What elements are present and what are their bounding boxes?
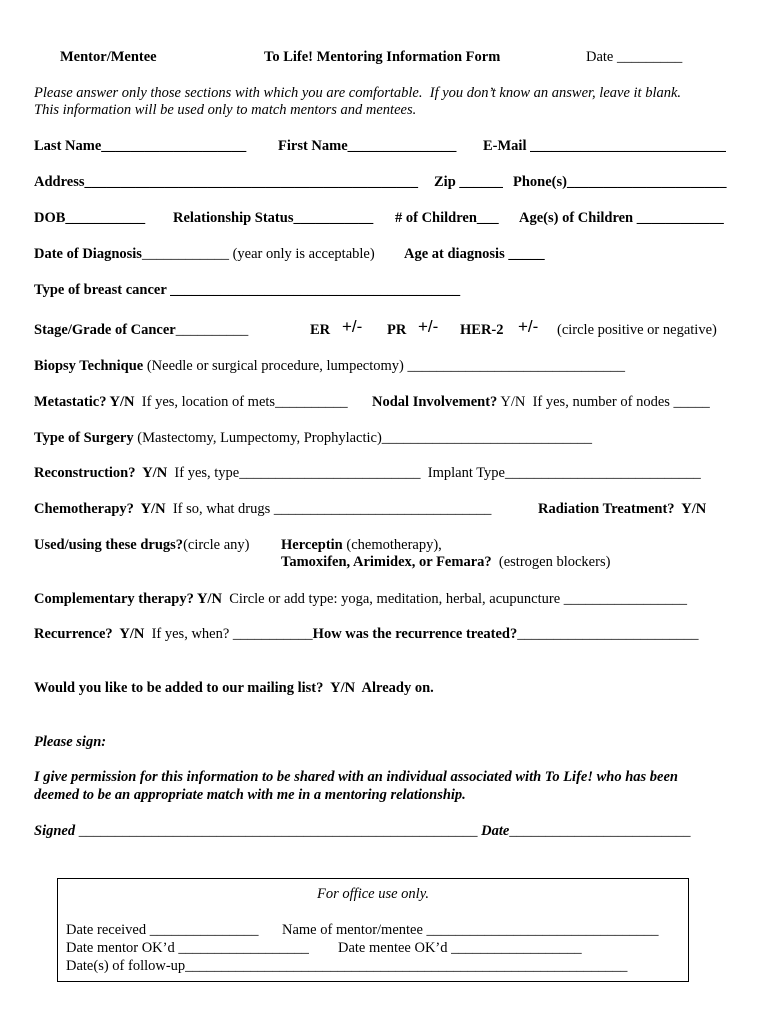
signature-date-field[interactable]: _________________________ [509,823,691,839]
herceptin-option[interactable] [281,536,442,554]
last-name-field[interactable]: Last Name____________________ [34,138,247,154]
relationship-field[interactable]: Relationship Status___________ [173,210,374,226]
phone-field[interactable]: Phone(s)______________________ [513,174,727,190]
mentor-mentee-name-field[interactable]: Name of mentor/mentee ________________________________ [282,922,659,938]
biopsy-label: Biopsy Technique [34,358,144,374]
recurrence-treated-label: How was the recurrence treated? [312,626,518,642]
children-field[interactable]: # of Children___ [395,210,499,226]
reconstruction-label: Reconstruction? Y/N [34,465,168,481]
email-field[interactable]: E-Mail ___________________________ [483,138,726,154]
permission-line-1: I give permission for this information to be shared with an individual associated with To Life! who has been [34,769,678,785]
please-sign-label: Please sign: [34,734,107,750]
recurrence-label: Recurrence? Y/N [34,626,145,642]
metastatic-field[interactable]: If yes, location of mets__________ [134,394,348,410]
herceptin-label[interactable]: Herceptin [281,537,343,553]
nodal-row[interactable] [372,393,710,411]
pr-label: PR [387,322,407,338]
tamoxifen-note: (estrogen blockers) [491,554,611,570]
date-received-field[interactable]: Date received _______________ [66,922,259,938]
drugs-label: Used/using these drugs? [34,537,184,553]
diagnosis-row [34,245,375,263]
her2-plus-minus[interactable]: +/- [518,317,539,336]
chemo-label: Chemotherapy? Y/N [34,501,166,517]
nodal-label: Nodal Involvement? [372,394,498,410]
mailing-list-question[interactable]: Would you like to be added to our mailing list? Y/N Already on. [34,680,434,696]
cancer-type-field[interactable]: Type of breast cancer ________________________________________ [34,282,461,298]
zip-field[interactable]: Zip ______ [434,174,503,190]
metastatic-label: Metastatic? Y/N [34,394,135,410]
biopsy-row[interactable] [34,357,625,375]
intro-line-2: This information will be used only to match mentors and mentees. [34,102,417,118]
recurrence-treated-field[interactable]: _________________________ [517,626,699,642]
surgery-row[interactable] [34,429,592,447]
drugs-row [34,536,249,554]
diagnosis-field[interactable]: ____________ (year only is acceptable) [141,246,375,262]
stage-label: Stage/Grade of Cancer [34,322,176,338]
recurrence-row[interactable] [34,625,698,643]
office-use-box [57,878,689,982]
her2-label: HER-2 [460,322,504,338]
signed-field[interactable]: _______________________________________________________ [75,823,482,839]
pr-plus-minus[interactable]: +/- [418,317,439,336]
complementary-label: Complementary therapy? Y/N [34,591,222,607]
signature-row[interactable] [34,822,691,840]
complementary-row[interactable] [34,590,687,608]
drugs-note: (circle any) [183,537,250,553]
intro-line-1: Please answer only those sections with which you are comfortable. If you don’t know an answer, leave it blank. [34,85,682,101]
age-diagnosis-field[interactable]: Age at diagnosis _____ [404,246,545,262]
stage-row [34,321,248,339]
mentor-ok-field[interactable]: Date mentor OK’d __________________ [66,940,309,956]
er-label: ER [310,322,331,338]
surgery-field[interactable]: (Mastectomy, Lumpectomy, Prophylactic)_____________________________ [133,430,593,446]
tamoxifen-option[interactable] [281,553,610,571]
metastatic-row[interactable] [34,393,348,411]
mentee-ok-field[interactable]: Date mentee OK’d __________________ [338,940,582,956]
office-use-title: For office use only. [317,886,429,902]
form-title: To Life! Mentoring Information Form [264,49,501,65]
first-name-field[interactable]: First Name_______________ [278,138,457,154]
chemo-row[interactable] [34,500,491,518]
dob-field[interactable]: DOB___________ [34,210,146,226]
tamoxifen-label[interactable]: Tamoxifen, Arimidex, or Femara? [281,554,492,570]
signature-date-label: Date [481,823,510,839]
surgery-label: Type of Surgery [34,430,134,446]
stage-field[interactable]: __________ [175,322,249,338]
circle-note: (circle positive or negative) [557,322,717,338]
reconstruction-field[interactable]: If yes, type_________________________ Implant Type___________________________ [167,465,701,481]
chemo-field[interactable]: If so, what drugs ______________________________ [165,501,492,517]
complementary-field[interactable]: Circle or add type: yoga, meditation, herbal, acupuncture _________________ [221,591,688,607]
biopsy-field[interactable]: (Needle or surgical procedure, lumpectomy) ______________________________ [143,358,625,374]
reconstruction-row[interactable] [34,464,701,482]
herceptin-note: (chemotherapy), [342,537,442,553]
recurrence-field[interactable]: If yes, when? ___________ [144,626,313,642]
diagnosis-label: Date of Diagnosis [34,246,142,262]
permission-line-2: deemed to be an appropriate match with me in a mentoring relationship. [34,787,466,803]
radiation-field[interactable]: Radiation Treatment? Y/N [538,501,707,517]
ages-field[interactable]: Age(s) of Children ____________ [519,210,724,226]
follow-up-field[interactable]: Date(s) of follow-up_____________________________________________________________ [66,958,628,974]
nodal-field[interactable]: Y/N If yes, number of nodes _____ [497,394,710,410]
header-date-field[interactable]: Date _________ [586,49,683,65]
address-field[interactable]: Address______________________________________________ [34,174,418,190]
er-plus-minus[interactable]: +/- [342,317,363,336]
mentor-mentee-label: Mentor/Mentee [60,49,157,65]
signed-label: Signed [34,823,76,839]
